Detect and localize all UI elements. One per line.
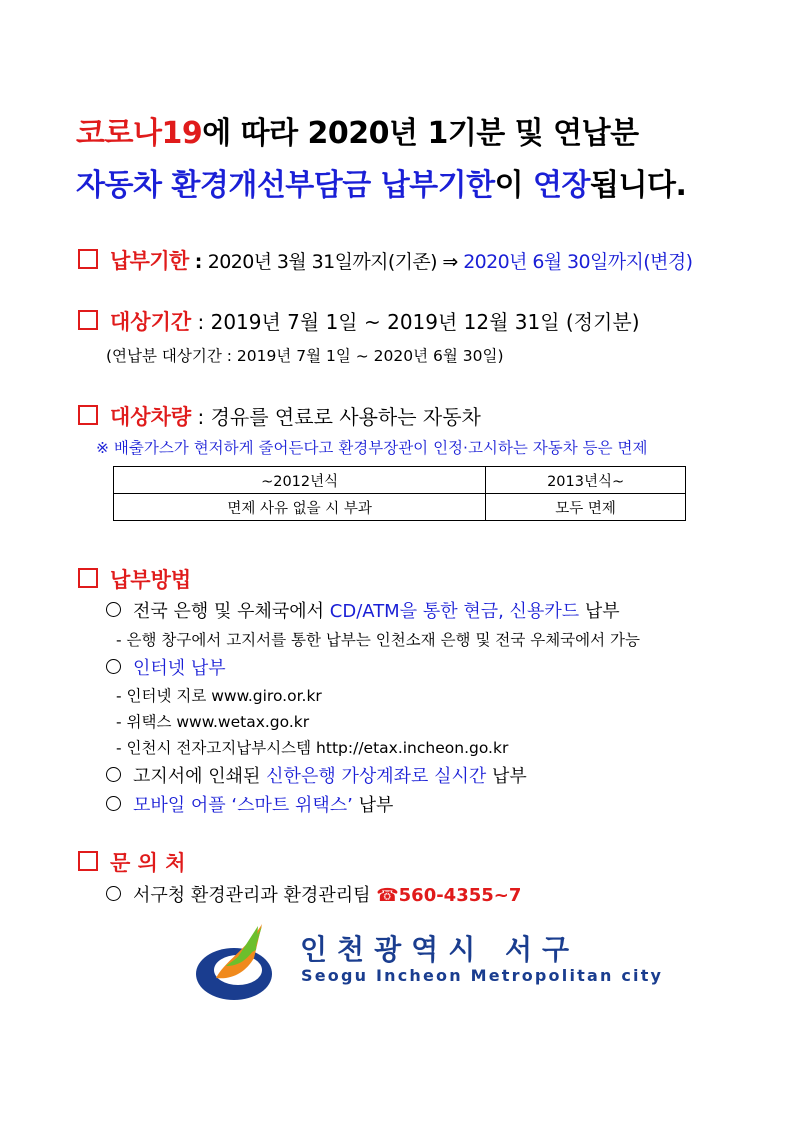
bullet-circle-icon [106, 602, 121, 617]
payment-item-2 [106, 654, 226, 680]
table-header-cell: 2013년식~ [486, 467, 686, 494]
checkbox-square-icon [78, 310, 98, 330]
contact-heading [78, 847, 185, 877]
vehicle-row [78, 401, 481, 431]
bullet-circle-icon [106, 767, 121, 782]
contact-text: 서구청 환경관리과 환경관리팀 [133, 885, 377, 906]
payment-item1-sub: - 은행 창구에서 고지서를 통한 납부는 인천소재 은행 및 전국 우체국에서 가능 [116, 631, 640, 649]
checkbox-square-icon [78, 851, 98, 871]
checkbox-square-icon [78, 249, 98, 269]
payment-item2-highlight: 인터넷 납부 [133, 658, 226, 679]
table-header-row [114, 467, 686, 494]
deadline-colon: : [188, 251, 208, 273]
contact-row [106, 881, 521, 907]
title-subject: 자동차 환경개선부담금 납부기한 [76, 168, 495, 203]
deadline-new: 2020년 6월 30일까지(변경) [463, 251, 693, 273]
period-label: 대상기간 [110, 310, 192, 334]
payment-item-4 [106, 791, 393, 817]
seogu-emblem-icon [196, 920, 292, 1006]
payment-label: 납부방법 [110, 568, 192, 592]
table-cell: 모두 면제 [486, 494, 686, 521]
title-particle: 이 [494, 168, 534, 203]
vehicle-label: 대상차량 [110, 405, 192, 429]
payment-item1-highlight: CD/ATM을 통한 현금, 신용카드 [329, 601, 580, 622]
bullet-circle-icon [106, 886, 121, 901]
payment-item4-end: 납부 [352, 795, 394, 816]
payment-item2-sub-2: - 위택스 www.wetax.go.kr [116, 713, 310, 731]
table-header-cell: ~2012년식 [114, 467, 486, 494]
payment-item1-text: 전국 은행 및 우체국에서 [133, 601, 330, 622]
title-line-2 [76, 160, 686, 204]
title-line1-rest: 에 따라 2020년 1기분 및 연납분 [202, 116, 639, 151]
deadline-label: 납부기한 [110, 249, 189, 273]
bullet-circle-icon [106, 659, 121, 674]
title-line-1 [76, 108, 639, 152]
table-row [114, 494, 686, 521]
exemption-table [113, 466, 686, 521]
deadline-row [78, 245, 692, 275]
payment-item-3 [106, 762, 527, 788]
payment-heading [78, 564, 191, 594]
payment-item1-end: 납부 [579, 601, 620, 622]
table-cell: 면제 사유 없을 시 부과 [114, 494, 486, 521]
logo-name-english: Seogu Incheon Metropolitan city [301, 966, 664, 985]
vehicle-text: : 경유를 연료로 사용하는 자동차 [191, 405, 481, 429]
payment-item4-highlight: 모바일 어플 ‘스마트 위택스’ [133, 795, 353, 816]
period-row [78, 306, 640, 336]
vehicle-note: ※ 배출가스가 현저하게 줄어든다고 환경부장관이 인정·고시하는 자동차 등은 면제 [96, 439, 648, 457]
payment-item-1 [106, 597, 620, 623]
payment-item2-sub-1: - 인터넷 지로 www.giro.or.kr [116, 687, 322, 705]
payment-item3-end: 납부 [486, 766, 527, 787]
payment-item2-sub-3: - 인천시 전자고지납부시스템 http://etax.incheon.go.kr [116, 739, 509, 757]
deadline-old: 2020년 3월 31일까지(기존) ⇒ [207, 251, 464, 273]
logo-name-korean: 인천광역시 서구 [300, 933, 580, 966]
payment-item3-highlight: 신한은행 가상계좌로 실시간 [266, 766, 487, 787]
bullet-circle-icon [106, 796, 121, 811]
contact-label: 문 의 처 [110, 851, 186, 875]
checkbox-square-icon [78, 568, 98, 588]
title-ending: 됩니다. [590, 168, 687, 203]
title-extension: 연장 [533, 168, 591, 203]
payment-item3-text: 고지서에 인쇄된 [133, 766, 267, 787]
period-text: : 2019년 7월 1일 ~ 2019년 12월 31일 (정기분) [191, 310, 640, 334]
contact-phone: ☎560-4355~7 [376, 885, 522, 906]
checkbox-square-icon [78, 405, 98, 425]
title-covid: 코로나19 [76, 116, 203, 151]
period-sub: (연납분 대상기간 : 2019년 7월 1일 ~ 2020년 6월 30일) [106, 347, 504, 365]
